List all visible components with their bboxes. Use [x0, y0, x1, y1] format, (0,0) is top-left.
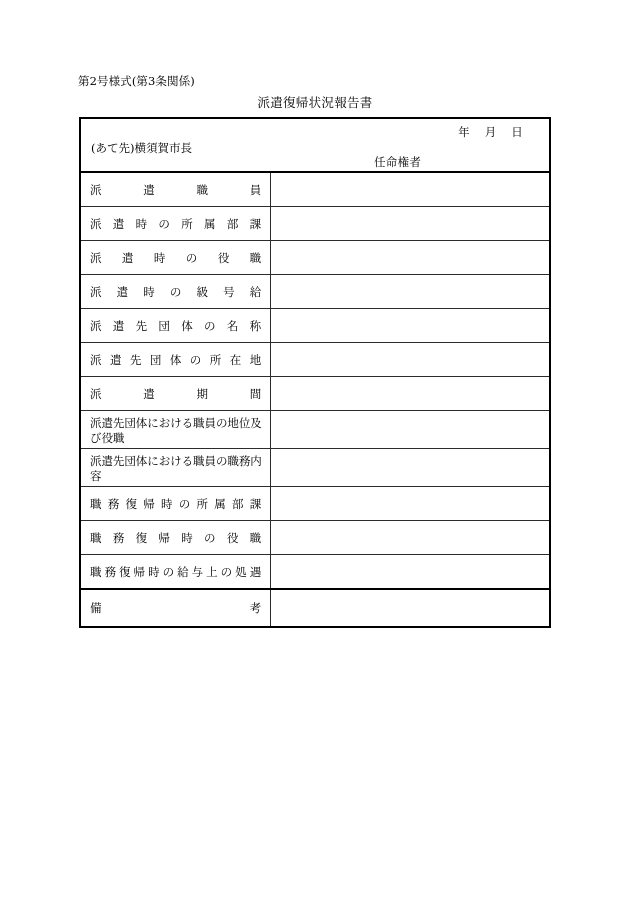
row-value-cell[interactable]: [271, 309, 550, 343]
row-label-cell: [80, 275, 271, 309]
table-row: [80, 172, 550, 207]
row-value-cell[interactable]: [271, 207, 550, 241]
date-day-label: 日: [511, 125, 523, 139]
row-label: 職務復帰時の所属部課: [90, 496, 262, 511]
row-label-cell: [80, 555, 271, 590]
header-row: [80, 118, 550, 172]
document-title: 派遣復帰状況報告書: [257, 95, 373, 110]
row-label: 職務復帰時の役職: [90, 530, 262, 545]
row-label: 派遣先団体における職員の地位及び役職: [90, 415, 262, 445]
row-label: 備考: [90, 601, 262, 615]
row-label-cell: [80, 377, 271, 411]
row-label-cell: [80, 309, 271, 343]
row-label: 派遣時の級号給: [90, 284, 262, 299]
table-row: [80, 309, 550, 343]
addressee-label: (あて先)横須賀市長: [91, 141, 192, 155]
row-value-cell[interactable]: [271, 521, 550, 555]
appointer-label: 任命権者: [374, 155, 422, 169]
row-label-cell: [80, 241, 271, 275]
date-month-label: 月: [484, 125, 497, 139]
row-label-cell: [80, 449, 271, 487]
date-year-label: 年: [458, 125, 470, 139]
table-row: [80, 343, 550, 377]
row-label-cell: [80, 589, 271, 627]
table-row: [80, 555, 550, 590]
form-table-body: [80, 118, 550, 627]
row-label-cell: [80, 207, 271, 241]
form-number: 第2号様式(第3条関係): [78, 74, 195, 88]
table-row: [80, 411, 550, 449]
row-value-cell[interactable]: [271, 275, 550, 309]
table-row: [80, 275, 550, 309]
row-label-cell: [80, 411, 271, 449]
table-row: [80, 487, 550, 521]
row-value-cell[interactable]: [271, 487, 550, 521]
row-label: 派遣先団体における職員の職務内容: [90, 453, 262, 483]
row-value-cell[interactable]: [271, 589, 550, 627]
table-row: [80, 521, 550, 555]
table-row: [80, 241, 550, 275]
row-value-cell[interactable]: [271, 411, 550, 449]
table-row: [80, 377, 550, 411]
date-line: [458, 125, 523, 139]
row-label-cell: [80, 343, 271, 377]
row-label: 派遣時の役職: [90, 250, 262, 265]
row-label: 派遣職員: [90, 182, 262, 197]
addressee-header-cell: [80, 118, 550, 172]
table-row-remarks: [80, 589, 550, 627]
row-label: 派遣先団体の名称: [90, 318, 262, 333]
row-label: 派遣期間: [90, 386, 262, 401]
row-label: 派遣時の所属部課: [90, 216, 262, 231]
row-label: 職務復帰時の給与上の処遇: [90, 564, 262, 579]
row-label: 派遣先団体の所在地: [90, 352, 262, 367]
row-label-cell: [80, 487, 271, 521]
row-value-cell[interactable]: [271, 241, 550, 275]
row-label-cell: [80, 521, 271, 555]
report-form-table: [79, 117, 551, 628]
table-row: [80, 207, 550, 241]
row-value-cell[interactable]: [271, 343, 550, 377]
row-label-cell: [80, 172, 271, 207]
row-value-cell[interactable]: [271, 449, 550, 487]
row-value-cell[interactable]: [271, 377, 550, 411]
table-row: [80, 449, 550, 487]
row-value-cell[interactable]: [271, 555, 550, 590]
row-value-cell[interactable]: [271, 172, 550, 207]
